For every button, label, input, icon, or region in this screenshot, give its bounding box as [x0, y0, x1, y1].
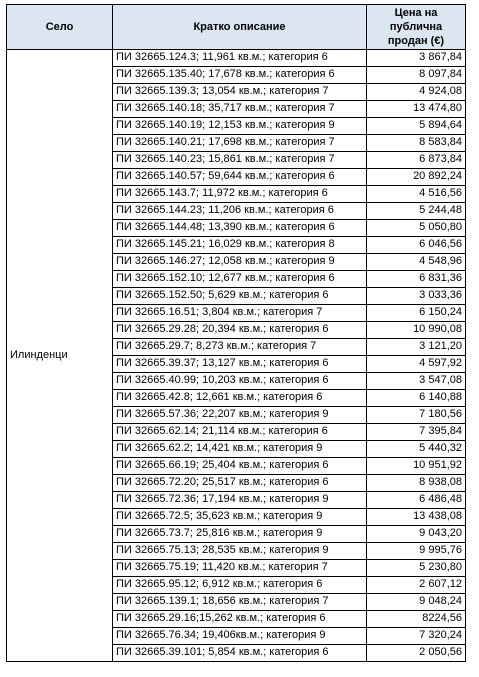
description-cell: ПИ 32665.39.37; 13,127 кв.м.; категория 6	[113, 356, 367, 373]
description-cell: ПИ 32665.42.8; 12,661 кв.м.; категория 6	[113, 390, 367, 407]
price-cell: 9 995,76	[367, 543, 466, 560]
header-price: Цена на публична продан (€)	[367, 5, 466, 50]
table-header	[7, 5, 466, 50]
description-cell: ПИ 32665.140.18; 35,717 кв.м.; категория 7	[113, 101, 367, 118]
description-cell: ПИ 32665.57.36; 22,207 кв.м.; категория 9	[113, 407, 367, 424]
description-cell: ПИ 32665.145.21; 16,029 кв.м.; категория 8	[113, 237, 367, 254]
price-cell: 4 924,08	[367, 84, 466, 101]
description-cell: ПИ 32665.75.13; 28,535 кв.м.; категория 9	[113, 543, 367, 560]
description-cell: ПИ 32665.73.7; 25,816 кв.м.; категория 9	[113, 526, 367, 543]
price-cell: 9 043,20	[367, 526, 466, 543]
description-cell: ПИ 32665.140.21; 17,698 кв.м.; категория 7	[113, 135, 367, 152]
description-cell: ПИ 32665.124.3; 11,961 кв.м.; категория 6	[113, 50, 367, 67]
village-cell: Илинденци	[7, 50, 113, 662]
description-cell: ПИ 32665.62.2; 14,421 кв.м.; категория 9	[113, 441, 367, 458]
description-cell: ПИ 32665.16.51; 3,804 кв.м.; категория 7	[113, 305, 367, 322]
price-cell: 5 894,64	[367, 118, 466, 135]
header-row	[7, 5, 466, 50]
property-table	[6, 4, 466, 662]
description-cell: ПИ 32665.40.99; 10,203 кв.м.; категория 6	[113, 373, 367, 390]
price-cell: 7 320,24	[367, 628, 466, 645]
table-body	[7, 50, 466, 662]
description-cell: ПИ 32665.140.23; 15,861 кв.м.; категория 7	[113, 152, 367, 169]
description-cell: ПИ 32665.139.3; 13,054 кв.м.; категория 7	[113, 84, 367, 101]
price-cell: 4 548,96	[367, 254, 466, 271]
description-cell: ПИ 32665.140.57; 59,644 кв.м.; категория 6	[113, 169, 367, 186]
price-cell: 13 438,08	[367, 509, 466, 526]
description-cell: ПИ 32665.39.101; 5,854 кв.м.; категория 6	[113, 645, 367, 662]
price-cell: 6 046,56	[367, 237, 466, 254]
table-row	[7, 50, 466, 67]
header-village: Село	[7, 5, 113, 50]
description-cell: ПИ 32665.29.7; 8,273 кв.м.; категория 7	[113, 339, 367, 356]
header-description: Кратко описание	[113, 5, 367, 50]
price-cell: 3 033,36	[367, 288, 466, 305]
description-cell: ПИ 32665.72.20; 25,517 кв.м.; категория 6	[113, 475, 367, 492]
description-cell: ПИ 32665.72.36; 17,194 кв.м.; категория 9	[113, 492, 367, 509]
price-cell: 2 050,56	[367, 645, 466, 662]
price-cell: 3 121,20	[367, 339, 466, 356]
price-cell: 7 395,84	[367, 424, 466, 441]
price-cell: 6 873,84	[367, 152, 466, 169]
price-cell: 13 474,80	[367, 101, 466, 118]
price-cell: 8 938,08	[367, 475, 466, 492]
price-cell: 2 607,12	[367, 577, 466, 594]
price-cell: 4 516,56	[367, 186, 466, 203]
description-cell: ПИ 32665.66.19; 25,404 кв.м.; категория 6	[113, 458, 367, 475]
description-cell: ПИ 32665.135.40; 17,678 кв.м.; категория 6	[113, 67, 367, 84]
price-cell: 5 440,32	[367, 441, 466, 458]
description-cell: ПИ 32665.146.27; 12,058 кв.м.; категория 9	[113, 254, 367, 271]
price-cell: 10 990,08	[367, 322, 466, 339]
price-cell: 3 547,08	[367, 373, 466, 390]
price-cell: 5 230,80	[367, 560, 466, 577]
description-cell: ПИ 32665.75.19; 11,420 кв.м.; категория 7	[113, 560, 367, 577]
price-cell: 8224,56	[367, 611, 466, 628]
description-cell: ПИ 32665.152.50; 5,629 кв.м.; категория 6	[113, 288, 367, 305]
price-cell: 6 150,24	[367, 305, 466, 322]
description-cell: ПИ 32665.62.14; 21,114 кв.м.; категория 6	[113, 424, 367, 441]
price-cell: 4 597,92	[367, 356, 466, 373]
price-cell: 9 048,24	[367, 594, 466, 611]
document-page	[6, 4, 466, 662]
price-cell: 20 892,24	[367, 169, 466, 186]
description-cell: ПИ 32665.95.12; 6,912 кв.м.; категория 6	[113, 577, 367, 594]
description-cell: ПИ 32665.140.19; 12,153 кв.м.; категория 9	[113, 118, 367, 135]
price-cell: 5 050,80	[367, 220, 466, 237]
description-cell: ПИ 32665.144.23; 11,206 кв.м.; категория 6	[113, 203, 367, 220]
price-cell: 8 583,84	[367, 135, 466, 152]
description-cell: ПИ 32665.29.16;15,262 кв.м.; категория 6	[113, 611, 367, 628]
description-cell: ПИ 32665.143.7; 11,972 кв.м.; категория 6	[113, 186, 367, 203]
price-cell: 10 951,92	[367, 458, 466, 475]
price-cell: 6 140,88	[367, 390, 466, 407]
description-cell: ПИ 32665.76.34; 19,406кв.м.; категория 9	[113, 628, 367, 645]
price-cell: 6 831,36	[367, 271, 466, 288]
price-cell: 3 867,84	[367, 50, 466, 67]
price-cell: 6 486,48	[367, 492, 466, 509]
description-cell: ПИ 32665.144.48; 13,390 кв.м.; категория 6	[113, 220, 367, 237]
description-cell: ПИ 32665.72.5; 35,623 кв.м.; категория 9	[113, 509, 367, 526]
price-cell: 7 180,56	[367, 407, 466, 424]
price-cell: 5 244,48	[367, 203, 466, 220]
price-cell: 8 097,84	[367, 67, 466, 84]
description-cell: ПИ 32665.152.10; 12,677 кв.м.; категория 6	[113, 271, 367, 288]
description-cell: ПИ 32665.29.28; 20,394 кв.м.; категория 6	[113, 322, 367, 339]
description-cell: ПИ 32665.139.1; 18,656 кв.м.; категория 7	[113, 594, 367, 611]
